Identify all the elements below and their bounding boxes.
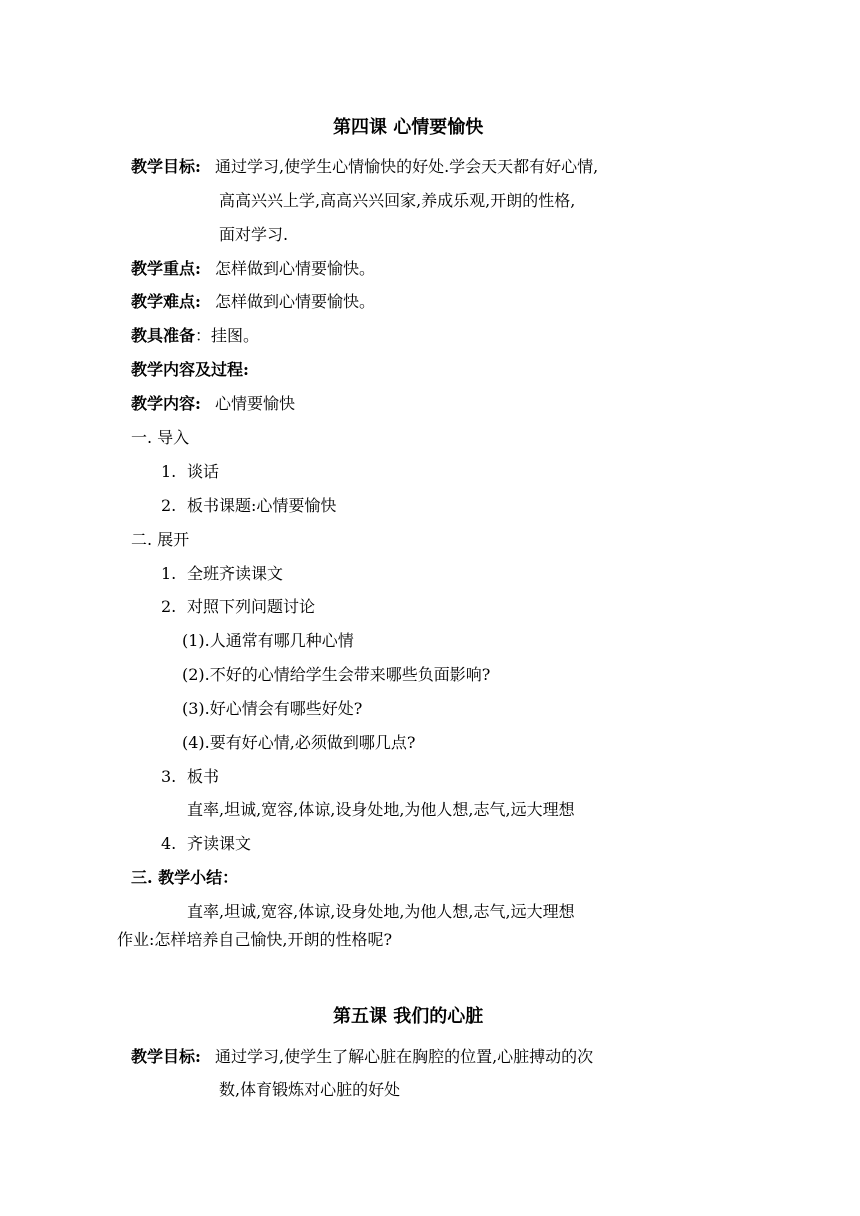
section2-item2-text: 对照下列问题讨论: [187, 597, 316, 616]
question-2: (2).不好的心情给学生会带来哪些负面影响?: [182, 665, 491, 684]
section2-item3-text: 板书: [187, 767, 220, 786]
lesson5-goal-line-1: 通过学习,使学生了解心脏在胸腔的位置,心脏搏动的次: [215, 1047, 594, 1066]
lesson5-goal-line-2: 数,体育锻炼对心脏的好处: [219, 1080, 401, 1099]
lesson4-goal-line-2: 高高兴兴上学,高高兴兴回家,养成乐观,开朗的性格,: [219, 191, 576, 210]
homework-text: 作业:怎样培养自己愉快,开朗的性格呢?: [117, 930, 393, 949]
lesson4-goal-label: 教学目标:: [131, 157, 201, 176]
section1-item2-text: 板书课题:心情要愉快: [187, 496, 337, 515]
lesson4-goal-line-3: 面对学习.: [219, 225, 289, 244]
question-1: (1).人通常有哪几种心情: [182, 631, 354, 650]
section2-item3-num: 3.: [161, 767, 177, 786]
section1-item1-text: 谈话: [187, 462, 220, 481]
lesson4-process-label: 教学内容及过程:: [131, 360, 249, 379]
section1-item1-num: 1.: [161, 462, 177, 481]
section2-item2-num: 2.: [161, 597, 177, 616]
lesson4-goal-line-1: 通过学习,使学生心情愉快的好处.学会天天都有好心情,: [215, 157, 599, 176]
question-4: (4).要有好心情,必须做到哪几点?: [182, 733, 416, 752]
section1-heading: 一. 导入: [131, 428, 190, 447]
section2-item1-num: 1.: [161, 564, 177, 583]
lesson4-title: 第四课 心情要愉快: [333, 117, 484, 138]
lesson4-content-text: 心情要愉快: [215, 394, 296, 413]
section2-heading: 二. 展开: [131, 530, 190, 549]
lesson4-tools-label: 教具准备: [131, 326, 196, 345]
lesson5-goal-label: 教学目标:: [131, 1047, 201, 1066]
lesson4-key-label: 教学重点:: [131, 259, 201, 278]
lesson4-content-label: 教学内容:: [131, 394, 201, 413]
section1-item2-num: 2.: [161, 496, 177, 515]
summary-text: 直率,坦诚,宽容,体谅,设身处地,为他人想,志气,远大理想: [187, 902, 575, 921]
section2-item4-num: 4.: [161, 834, 177, 853]
section3-heading: 三. 教学小结：: [131, 868, 239, 887]
question-3: (3).好心情会有哪些好处?: [182, 699, 363, 718]
lesson4-difficulty-text: 怎样做到心情要愉快。: [215, 292, 376, 311]
lesson4-key-text: 怎样做到心情要愉快。: [215, 259, 376, 278]
section2-item4-text: 齐读课文: [187, 834, 252, 853]
lesson4-tools-text: ：挂图。: [195, 326, 260, 345]
lesson5-title: 第五课 我们的心脏: [333, 1006, 484, 1027]
section2-item1-text: 全班齐读课文: [187, 564, 284, 583]
lesson4-difficulty-label: 教学难点:: [131, 292, 201, 311]
board-text: 直率,坦诚,宽容,体谅,设身处地,为他人想,志气,远大理想: [187, 800, 575, 819]
